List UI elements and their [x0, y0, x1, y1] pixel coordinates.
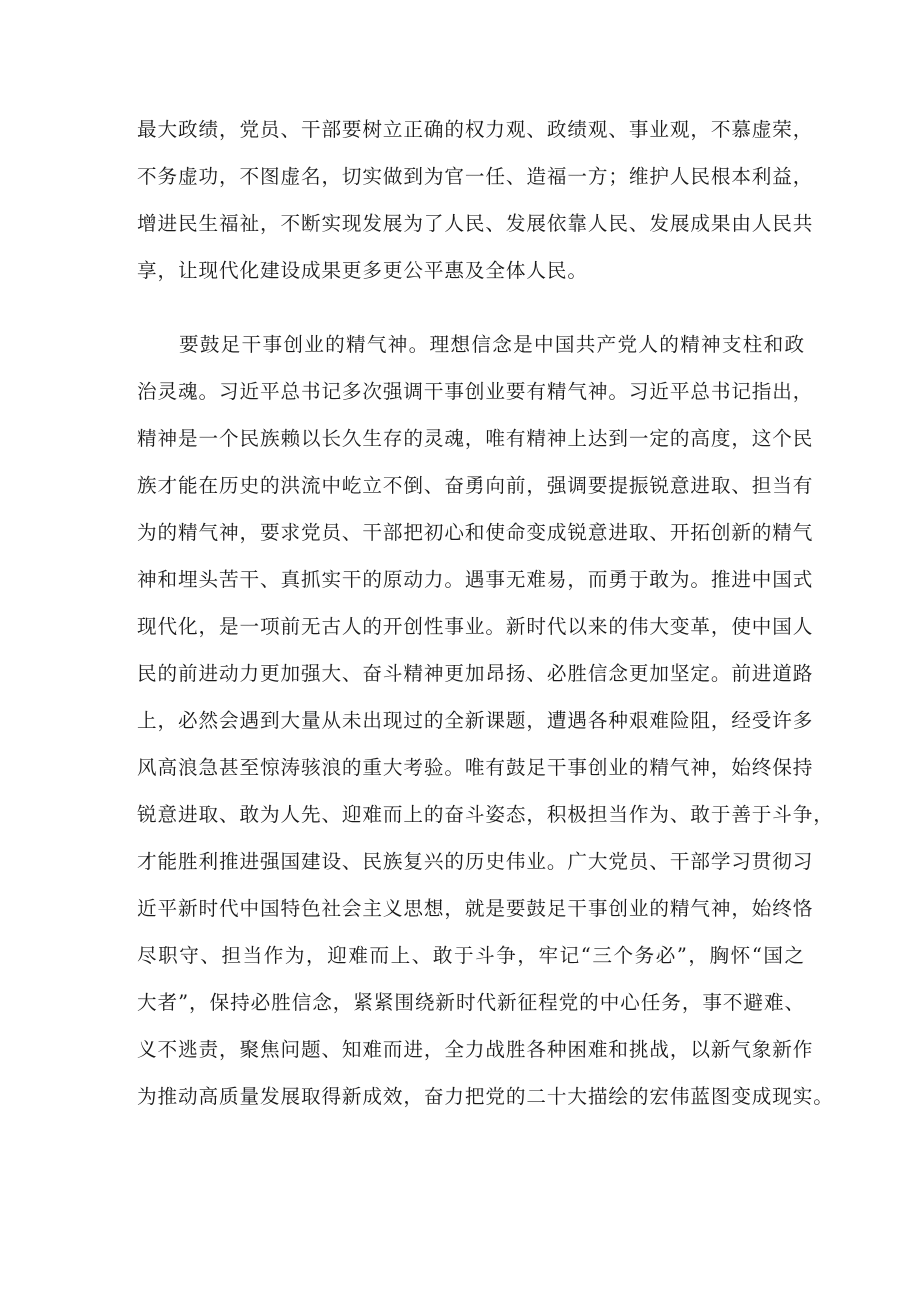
paragraph-line: 民的前进动力更加强大、奋斗精神更加昂扬、必胜信念更加坚定。前进道路	[137, 662, 814, 685]
paragraph-line: 享，让现代化建设成果更多更公平惠及全体人民。	[137, 259, 588, 282]
paragraph-line: 现代化，是一项前无古人的开创性事业。新时代以来的伟大变革，使中国人	[137, 615, 814, 638]
paragraph-line: 大者”，保持必胜信念，紧紧围绕新时代新征程党的中心任务，事不避难、	[137, 991, 805, 1014]
paragraph-line: 最大政绩，党员、干部要树立正确的权力观、政绩观、事业观，不慕虚荣，	[137, 118, 814, 141]
paragraph-line: 精神是一个民族赖以长久生存的灵魂，唯有精神上达到一定的高度，这个民	[137, 427, 814, 450]
paragraph-line: 才能胜利推进强国建设、民族复兴的历史伟业。广大党员、干部学习贯彻习	[137, 850, 814, 873]
paragraph-line: 上，必然会遇到大量从未出现过的全新课题，遭遇各种艰难险阻，经受许多	[137, 709, 814, 732]
paragraph-line: 神和埋头苦干、真抓实干的原动力。遇事无难易，而勇于敢为。推进中国式	[137, 568, 814, 591]
paragraph-line: 义不逃责，聚焦问题、知难而进，全力战胜各种困难和挑战，以新气象新作	[137, 1038, 814, 1061]
paragraph-line: 锐意进取、敢为人先、迎难而上的奋斗姿态，积极担当作为、敢于善于斗争，	[137, 803, 834, 826]
paragraph-line: 增进民生福祉，不断实现发展为了人民、发展依靠人民、发展成果由人民共	[137, 212, 814, 235]
paragraph-line: 不务虚功，不图虚名，切实做到为官一任、造福一方；维护人民根本利益，	[137, 165, 814, 188]
paragraph-line: 治灵魂。习近平总书记多次强调干事创业要有精气神。习近平总书记指出，	[137, 380, 814, 403]
paragraph-line: 为的精气神，要求党员、干部把初心和使命变成锐意进取、开拓创新的精气	[137, 521, 814, 544]
paragraph-line: 为推动高质量发展取得新成效，奋力把党的二十大描绘的宏伟蓝图变成现实。	[137, 1085, 834, 1108]
paragraph-line: 尽职守、担当作为，迎难而上、敢于斗争，牢记“三个务必”，胸怀“国之	[137, 944, 805, 967]
paragraph-line: 风高浪急甚至惊涛骇浪的重大考验。唯有鼓足干事创业的精气神，始终保持	[137, 756, 814, 779]
paragraph-line: 近平新时代中国特色社会主义思想，就是要鼓足干事创业的精气神，始终恪	[137, 897, 814, 920]
paragraph-line: 族才能在历史的洪流中屹立不倒、奋勇向前，强调要提振锐意进取、担当有	[137, 474, 814, 497]
paragraph-line: 要鼓足干事创业的精气神。理想信念是中国共产党人的精神支柱和政	[179, 333, 805, 356]
